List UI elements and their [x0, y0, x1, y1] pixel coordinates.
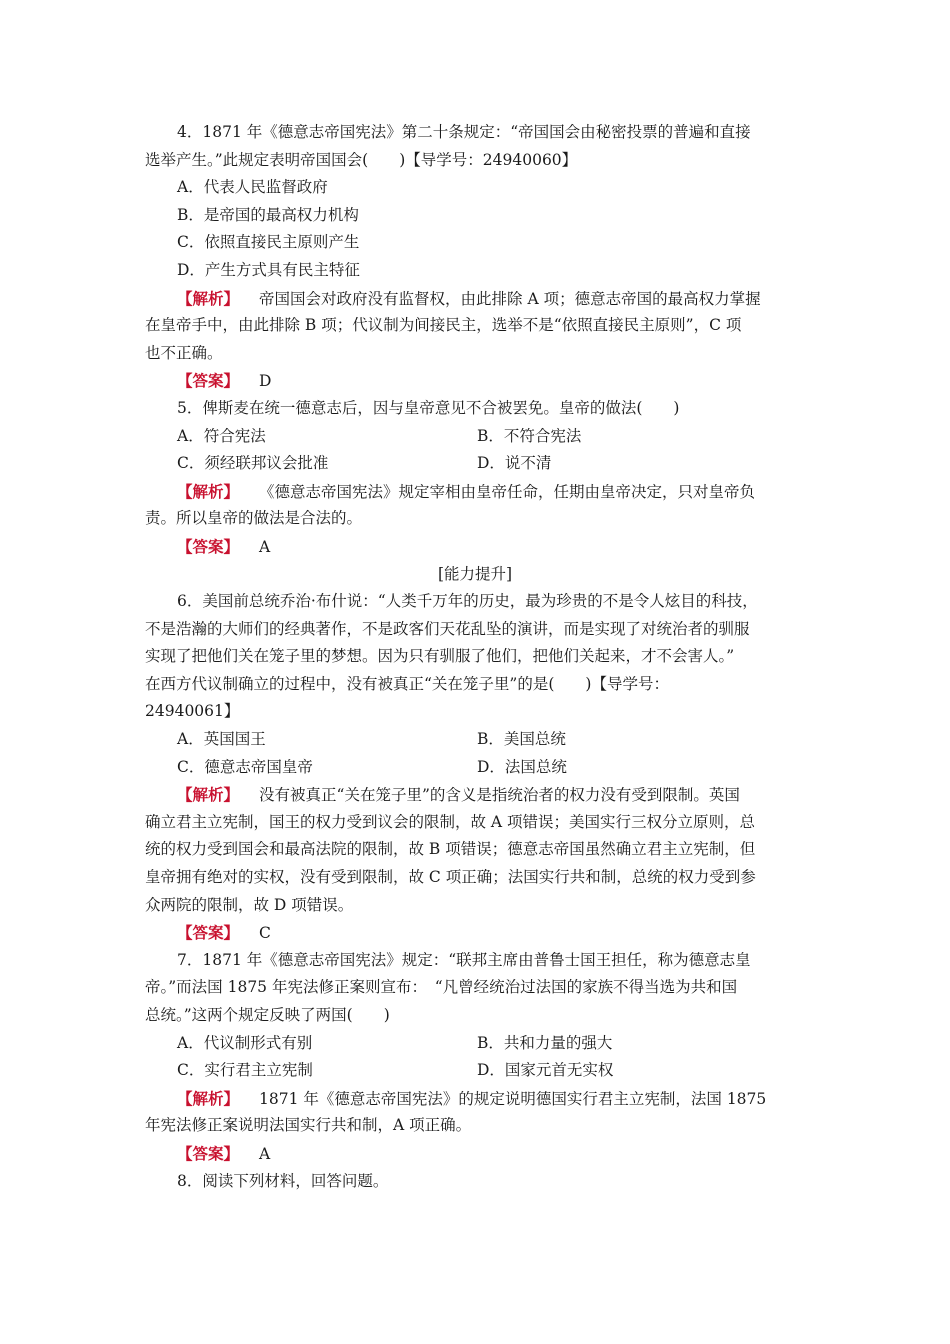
q4-option-d: D．产生方式具有民主特征: [177, 260, 360, 279]
answer-tag: 【答案】: [177, 1143, 240, 1163]
answer-tag: 【答案】: [177, 923, 240, 943]
q6-analysis-text-1: 没有被真正“关在笼子里”的含义是指统治者的权力没有受到限制。英国: [259, 786, 740, 805]
q6-stem-line-3: 实现了把他们关在笼子里的梦想。因为只有驯服了他们，把他们关起来，才不会害人。”: [145, 647, 735, 666]
section-heading: [能力提升]: [437, 564, 513, 583]
answer-tag: 【答案】: [177, 371, 240, 391]
document-page: [145, 119, 805, 1195]
q7-option-c: C．实行君主立宪制: [177, 1061, 313, 1080]
q6-stem-line-1: 6．美国前总统乔治·布什说：“人类千万年的历史，最为珍贵的不是令人炫目的科技，: [177, 592, 758, 611]
q4-answer-line: [145, 367, 805, 395]
q6-analysis-line-1: [145, 781, 805, 809]
q5-analysis-line-1: [145, 478, 805, 506]
q6-options-row-2: [145, 754, 805, 782]
q6-options-row-1: [145, 726, 805, 754]
q7-answer: A: [259, 1144, 271, 1163]
q6-analysis-line-2: 确立君主立宪制，国王的权力受到议会的限制，故 A 项错误；美国实行三权分立原则，总: [145, 812, 756, 831]
q5-analysis-text-1: 《德意志帝国宪法》规定宰相由皇帝任命，任期由皇帝决定，只对皇帝负: [259, 482, 756, 501]
q6-analysis-line-3: 统的权力受到国会和最高法院的限制，故 B 项错误；德意志帝国虽然确立君主立宪制，但: [145, 840, 756, 859]
q7-stem-line-3: 总统。”这两个规定反映了两国( ): [145, 1006, 390, 1024]
q6-stem-line-2: 不是浩瀚的大师们的经典著作，不是政客们天花乱坠的演讲，而是实现了对统治者的驯服: [145, 619, 750, 638]
q4-stem-line-1: 4．1871 年《德意志帝国宪法》第二十条规定：“帝国国会由秘密投票的普遍和直接: [177, 123, 751, 141]
analysis-tag: 【解析】: [177, 1088, 240, 1108]
q4-analysis-line-3: 也不正确。: [145, 343, 223, 362]
q6-stem-line-4: 在西方代议制确立的过程中，没有被真正“关在笼子里”的是( )【导学号：: [145, 674, 669, 693]
q7-options-row-2: [145, 1057, 805, 1085]
analysis-tag: 【解析】: [177, 785, 240, 805]
q5-options-row-2: [145, 450, 805, 478]
q4-stem-line-2: 选举产生。”此规定表明帝国国会( )【导学号：24940060】: [145, 150, 578, 169]
q7-option-b: B．共和力量的强大: [477, 1033, 613, 1052]
q5-option-a: A．符合宪法: [177, 426, 266, 445]
q7-analysis-text-1: 1871 年《德意志帝国宪法》的规定说明德国实行君主立宪制，法国 1875: [259, 1089, 767, 1108]
q6-option-d: D．法国总统: [477, 757, 567, 776]
q7-analysis-line-1: [145, 1085, 805, 1113]
q4-analysis-text-1: 帝国国会对政府没有监督权，由此排除 A 项；德意志帝国的最高权力掌握: [259, 289, 761, 308]
q6-stem-line-5: 24940061】: [145, 702, 240, 721]
q4-answer: D: [259, 372, 272, 391]
q5-option-b: B．不符合宪法: [477, 426, 582, 445]
q7-option-a: A．代议制形式有别: [177, 1033, 313, 1052]
q7-stem-line-2: 帝。”而法国 1875 年宪法修正案则宣布： “凡曾经统治过法国的家族不得当选为共和国: [145, 978, 738, 997]
q6-option-c: C．德意志帝国皇帝: [177, 757, 313, 776]
q4-analysis-line-2: 在皇帝手中，由此排除 B 项；代议制为间接民主，选举不是“依照直接民主原则”，C 项: [145, 316, 742, 335]
q4-option-a: A．代表人民监督政府: [177, 178, 328, 197]
q8-stem-line-1: 8．阅读下列材料，回答问题。: [177, 1171, 389, 1190]
q6-answer-line: [145, 919, 805, 947]
q6-analysis-line-5: 众两院的限制，故 D 项错误。: [145, 895, 354, 914]
q4-analysis-line-1: [145, 285, 805, 313]
q4-option-b: B．是帝国的最高权力机构: [177, 205, 359, 224]
q5-analysis-line-2: 责。所以皇帝的做法是合法的。: [145, 509, 363, 528]
q5-option-c: C．须经联邦议会批准: [177, 454, 329, 473]
q6-analysis-line-4: 皇帝拥有绝对的实权，没有受到限制，故 C 项正确；法国实行共和制，总统的权力受到参: [145, 868, 756, 887]
analysis-tag: 【解析】: [177, 288, 240, 308]
q6-option-a: A．英国国王: [177, 730, 266, 749]
q7-option-d: D．国家元首无实权: [477, 1061, 614, 1080]
q6-option-b: B．美国总统: [477, 730, 566, 749]
q7-options-row-1: [145, 1030, 805, 1058]
q6-answer: C: [259, 924, 271, 943]
q5-option-d: D．说不清: [477, 454, 552, 473]
answer-tag: 【答案】: [177, 536, 240, 556]
q7-analysis-line-2: 年宪法修正案说明法国实行共和制，A 项正确。: [145, 1116, 472, 1135]
analysis-tag: 【解析】: [177, 481, 240, 501]
q5-answer-line: [145, 533, 805, 561]
q4-option-c: C．依照直接民主原则产生: [177, 233, 360, 252]
q5-answer: A: [259, 537, 271, 556]
q7-answer-line: [145, 1140, 805, 1168]
q7-stem-line-1: 7．1871 年《德意志帝国宪法》规定：“联邦主席由普鲁士国王担任，称为德意志皇: [177, 950, 751, 969]
q5-stem-line-1: 5．俾斯麦在统一德意志后，因与皇帝意见不合被罢免。皇帝的做法( ): [177, 398, 680, 417]
q5-options-row-1: [145, 423, 805, 451]
